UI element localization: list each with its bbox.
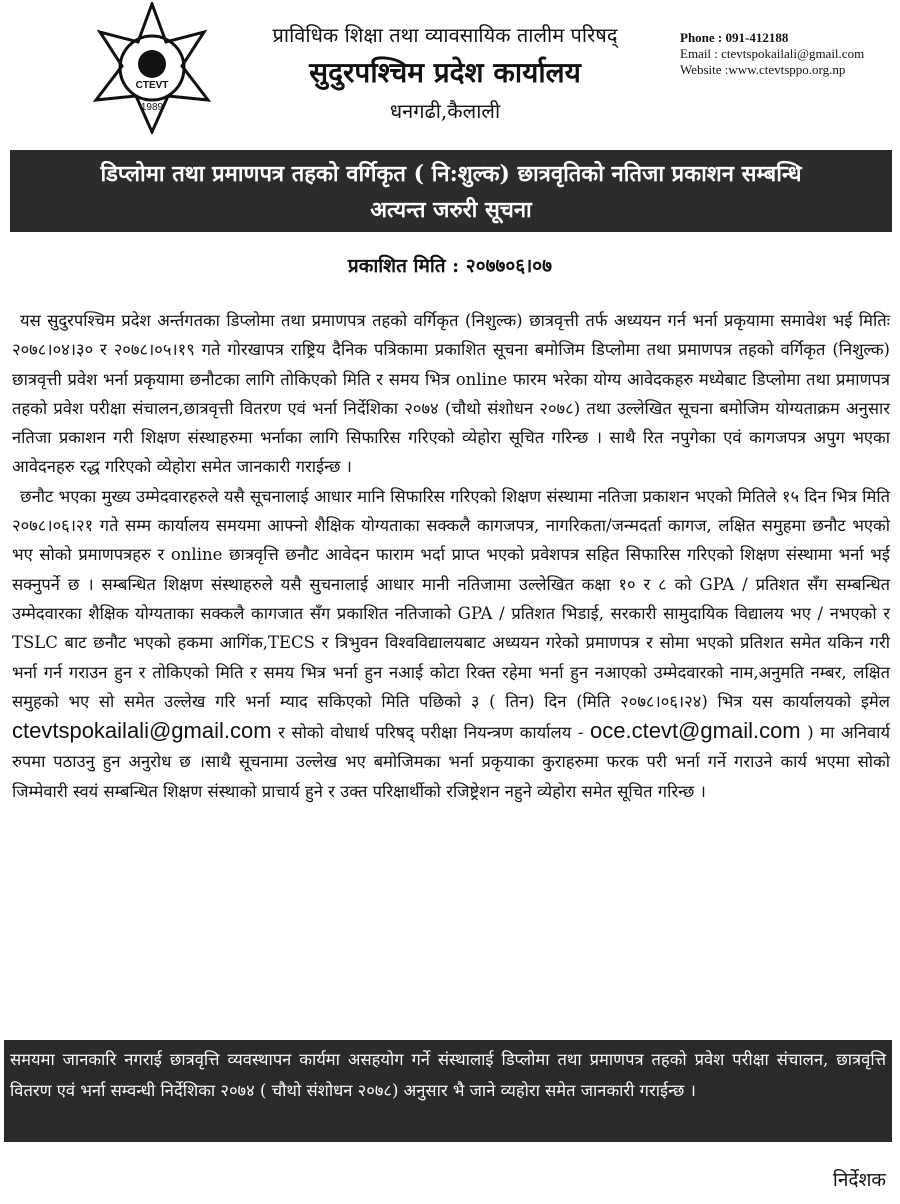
notice-title-line1: डिप्लोमा तथा प्रमाणपत्र तहको वर्गिकृत ( नि:शुल्क) छात्रवृतिको नतिजा प्रकाशन सम्बन्धि <box>100 161 802 187</box>
contact-block <box>680 30 896 78</box>
org-name: प्राविधिक शिक्षा तथा व्यावसायिक तालीम परिषद् <box>272 23 618 47</box>
ctevt-logo-icon <box>86 2 218 134</box>
logo-seal-inner <box>138 50 166 78</box>
notice-title-banner <box>10 150 892 232</box>
paragraph-2-part-a: छनौट भएका मुख्य उम्मेदवारहरुले यसै सूचनालाई आधार मानि सिफारिस गरिएको शिक्षण संस्थामा नतिजा प्रकाशन भएको मितिले १५ दिन भित्र मिति २०७८।०६।२१ गते सम्म कार्यालय समयमा आफ्नो शैक्षिक योग्यताका सक्कलै कागजपत्र, नागरिकता/जन्मदर्ता कागज, लक्षित समुहमा छनौट भएको भए सोको प्रमाणपत्रहरु र online छात्रवृत्ति छनौट आवेदन फाराम भर्दा प्राप्त भएको प्रवेशपत्र सहित सिफारिस गरिएको शिक्षण संस्थामा भर्ना भई सक्नुपर्ने छ । सम्बन्धित शिक्षण संस्थाहरुले यसै सुचनालाई आधार मानी नतिजामा उल्लेखित कक्षा १० र ८ को GPA / प्रतिशत सँग सम्बन्धित उम्मेदवारका शैक्षिक योग्यताका सक्कलै कागजात सँग प्रकाशित नतिजाको GPA / प्रतिशत भिडाई, सरकारी सामुदायिक विद्यालय भए / नभएको र TSLC बाट छनौट भएको हकमा आगिंक,TECS र त्रिभुवन विश्वविद्यालयबाट अध्ययन गरेको प्रमाणपत्र र सोमा भएको प्रतिशत समेत यकिन गरी भर्ना गर्न गराउन हुन र तोकिएको मिति र समय भित्र भर्ना हुन नआई कोटा रिक्त रहेमा भर्ना हुन नआएको उम्मेदवारको नाम,अनुमति नम्बर, लक्षित समुहको भए सो समेत उल्लेख गरि भर्ना म्याद सकिएको मिति पछिको ३ ( तिन) दिन (मिति २०७८।०६।२४) भित्र यस कार्यालयको इमेल <box>12 486 890 711</box>
paragraph-1: यस सुदुरपश्चिम प्रदेश अर्न्तगतका डिप्लोमा तथा प्रमाणपत्र तहको वर्गिकृत (निशुल्क) छात्रवृत्ती तर्फ अध्ययन गर्न भर्ना प्रकृयामा समावेश भई मितिः २०७८।०४।३० र २०७८।०५।१९ गते गोरखापत्र राष्ट्रिय दैनिक पत्रिकामा प्रकाशित सूचना बमोजिम डिप्लोमा तथा प्रमाणपत्र तहको वर्गिकृत (निशुल्क) छात्रवृत्ती प्रवेश भर्ना प्रकृयामा छनौटका लागि तोकिएको मिति र समय भित्र online फारम भरेका योग्य आवेदकहरु मध्येबाट डिप्लोमा तथा प्रमाणपत्र तहको प्रवेश परीक्षा संचालन,छात्रवृत्ती वितरण एवं भर्ना निर्देशिका २०७४ (चौथो संशोधन २०७८) तथा उल्लेखित सूचना बमोजिम योग्यताक्रम अनुसार नतिजा प्रकाशन गरी शिक्षण संस्थाहरुमा भर्नाका लागि सिफारिस गरिएको व्येहोरा सूचित गरिन्छ । साथै रित नपुगेका एवं कागजपत्र अपुग भएका आवेदनहरु रद्ध गरिएको व्येहोरा समेत जानकारी गराईन्छ । <box>12 311 890 477</box>
paragraph-2 <box>12 482 890 806</box>
organization-block <box>205 22 685 124</box>
notice-title-line2: अत्यन्त जरुरी सूचना <box>370 197 532 223</box>
contact-website: Website :www.ctevtsppo.org.np <box>680 62 846 77</box>
paragraph-2-part-b: र सोको वोधार्थ परिषद् परीक्षा नियन्त्रण कार्यालय - <box>278 723 584 743</box>
contact-phone: Phone : 091-412188 <box>680 30 789 45</box>
logo-year: 1989 <box>140 102 164 113</box>
contact-email: Email : ctevtspokailali@gmail.com <box>680 46 865 61</box>
email-link-oce-ctevt[interactable]: oce.ctevt@gmail.com <box>590 718 801 744</box>
paragraph-2-part-c: ) मा अनिवार्य रुपमा पठाउनु हुन अनुरोध छ ।साथै सूचनामा उल्लेख भए बमोजिमका भर्ना प्रकृयाका कुराहरुमा फरक परी भर्ना गर्ने गराउने कार्य भएमा सोको जिम्मेवारी स्वयं सम्बन्धित शिक्षण संस्थाको प्राचार्य हुने र उक्त परिक्षार्थीको रजिष्ट्रेशन नहुने व्येहोरा समेत सूचित गरिन्छ । <box>12 723 891 801</box>
email-link-ctevtspokailali[interactable]: ctevtspokailali@gmail.com <box>12 718 272 744</box>
office-name: सुदुरपश्चिम प्रदेश कार्यालय <box>309 56 581 89</box>
office-location: धनगढी,कैलाली <box>389 99 501 123</box>
notice-body <box>12 306 890 806</box>
highlighted-warning: समयमा जानकारि नगराई छात्रवृत्ति व्यवस्थापन कार्यमा असहयोग गर्ने संस्थालाई डिप्लोमा तथा प्रमाणपत्र तहको प्रवेश परीक्षा संचालन, छात्रवृत्ति वितरण एवं भर्ना सम्वन्धी निर्देशिका २०७४ ( चौथो संशोधन २०७८) अनुसार भै जाने व्यहोरा समेत जानकारी गराईन्छ । <box>4 1040 892 1142</box>
signature-title: निर्देशक <box>832 1169 886 1191</box>
logo-text: CTEVT <box>135 80 169 91</box>
published-date: प्रकाशित मिति : २०७७०६।०७ <box>347 255 553 277</box>
letterhead <box>0 0 900 140</box>
